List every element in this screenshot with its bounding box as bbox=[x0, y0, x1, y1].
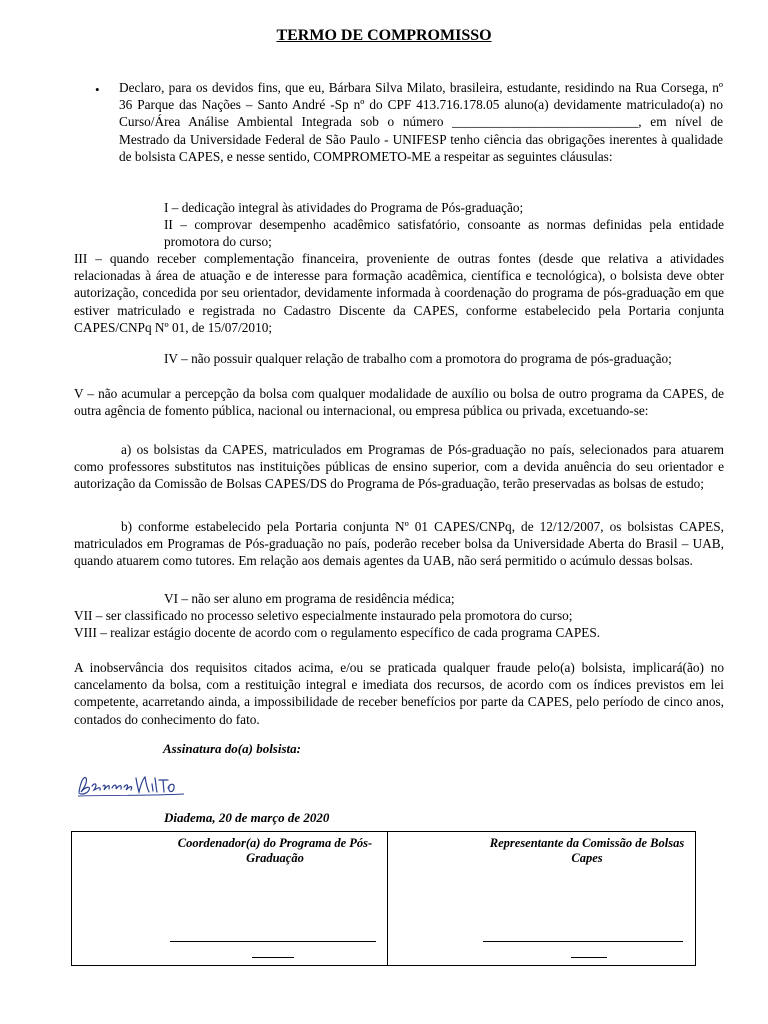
handwritten-signature bbox=[76, 770, 188, 802]
clause-vii: VII – ser classificado no processo seletivo especialmente instaurado pela promotora do curso; bbox=[74, 608, 573, 623]
clause-iii: III – quando receber complementação financeira, proveniente de outras fontes (desde que relativa a atividades relacionadas à área de atuação e de interesse para formação acadêmica, científica e tecnológica), o bolsista deve obter autorização, concedida por seu orientador, devidamente informada à coordenação do programa de pós-graduação em que estiver matriculado e registrada no Cadastro Discente da CAPES, conforme estabelecido pela Portaria conjunta CAPES/CNPq Nº 01, de 15/07/2010; bbox=[74, 251, 724, 335]
clause-v-a: a) os bolsistas da CAPES, matriculados em Programas de Pós-graduação no país, selecionados para atuarem como professores substitutos nas instituições públicas de ensino superior, com a devida anuência do seu orientador e autorização da Comissão de Bolsas CAPES/DS do Programa de Pós-graduação, terão preservadas as bolsas de estudo; bbox=[74, 442, 724, 492]
clause-i: I – dedicação integral às atividades do Programa de Pós-graduação; bbox=[164, 200, 524, 215]
date-place: Diadema, 20 de março de 2020 bbox=[164, 810, 330, 825]
clause-vi: VI – não ser aluno em programa de residência médica; bbox=[164, 591, 455, 606]
bullet: • bbox=[95, 82, 100, 97]
clause-viii: VIII – realizar estágio docente de acordo com o regulamento específico de cada programa CAPES. bbox=[74, 625, 601, 640]
coordinator-signature-line-short bbox=[252, 957, 294, 958]
closing-paragraph: A inobservância dos requisitos citados acima, e/ou se praticada qualquer fraude pelo(a) bolsista, implicará(ão) no cancelamento da bolsa, com a restituição integral e imediata dos recursos, de acordo com os índices previstos em lei competente, acarretando ainda, a impossibilidade de receber benefícios por parte da CAPES, pelo período de cinco anos, contados do conhecimento do fato. bbox=[74, 660, 724, 727]
document-title: TERMO DE COMPROMISSO bbox=[276, 27, 492, 44]
representative-signature-line-short bbox=[571, 957, 607, 958]
representative-title: Representante da Comissão de Bolsas Capes bbox=[489, 836, 685, 865]
representative-signature-line bbox=[483, 941, 683, 942]
table-divider bbox=[387, 831, 388, 966]
coordinator-title: Coordenador(a) do Programa de Pós-Graduação bbox=[177, 836, 373, 865]
clause-ii: II – comprovar desempenho acadêmico satisfatório, consoante as normas definidas pela entidade promotora do curso; bbox=[164, 217, 724, 250]
coordinator-signature-line bbox=[170, 941, 376, 942]
declaration-paragraph: Declaro, para os devidos fins, que eu, Bárbara Silva Milato, brasileira, estudante, residindo na Rua Corsega, nº 36 Parque das Nações – Santo André -Sp nº do CPF 413.716.178.05 aluno(a) devidamente matriculado(a) no Curso/Área Análise Ambiental Integrada sob o número ____________________________, em nível de Mestrado da Universidade Federal de São Paulo - UNIFESP tenho ciência das obrigações inerentes à qualidade de bolsista CAPES, e nesse sentido, COMPROMETO-ME a respeitar as seguintes cláusulas: bbox=[119, 80, 723, 164]
clause-v: V – não acumular a percepção da bolsa com qualquer modalidade de auxílio ou bolsa de outro programa da CAPES, de outra agência de fomento pública, nacional ou internacional, ou empresa pública ou privada, excetuando-se: bbox=[74, 386, 724, 419]
clause-iv: IV – não possuir qualquer relação de trabalho com a promotora do programa de pós-graduação; bbox=[164, 351, 672, 366]
clause-v-b: b) conforme estabelecido pela Portaria conjunta Nº 01 CAPES/CNPq, de 12/12/2007, os bolsistas CAPES, matriculados em Programas de Pós-graduação no país, poderão receber bolsa da Universidade Aberta do Brasil – UAB, quando atuarem como tutores. Em relação aos demais agentes da UAB, não será permitido o acúmulo dessas bolsas. bbox=[74, 519, 724, 569]
signature-label: Assinatura do(a) bolsista: bbox=[163, 741, 301, 756]
